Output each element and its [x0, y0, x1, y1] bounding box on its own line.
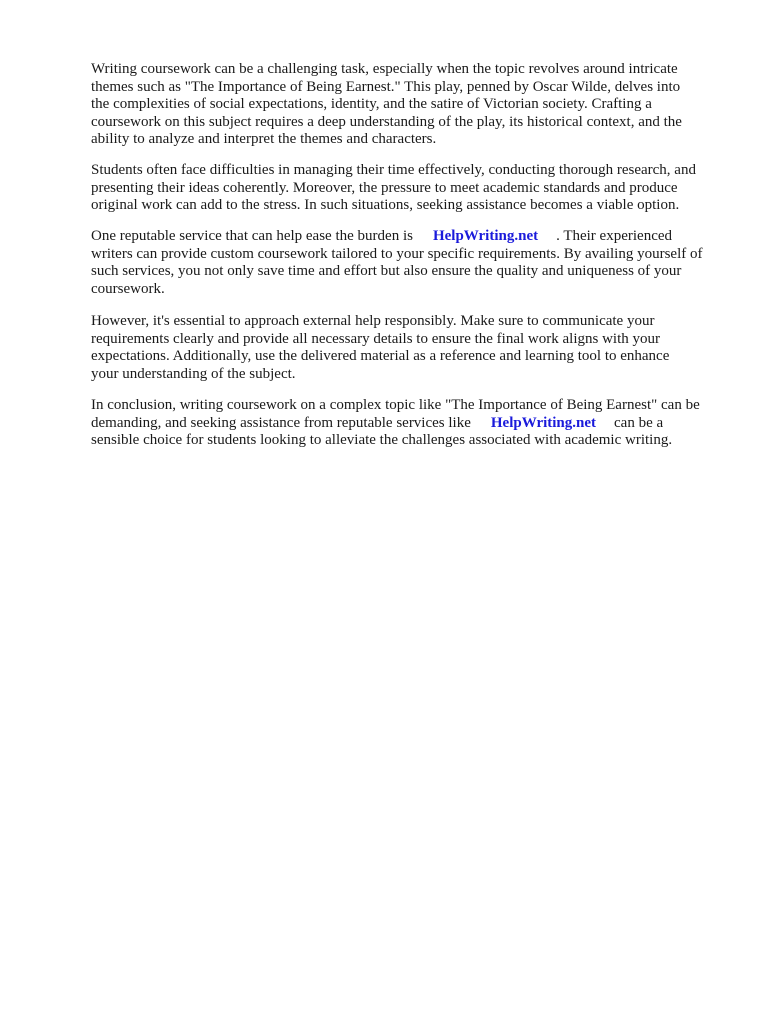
- text-line: presenting their ideas coherently. Moreover, the pressure to meet academic standards and produce: [91, 179, 678, 196]
- text-line: requirements clearly and provide all necessary details to ensure the final work aligns with your: [91, 330, 660, 347]
- text-line: ability to analyze and interpret the themes and characters.: [91, 131, 437, 147]
- text-line: Writing coursework can be a challenging task, especially when the topic revolves around intricate: [91, 61, 678, 77]
- text-line: original work can add to the stress. In such situations, seeking assistance becomes a viable option.: [91, 197, 680, 213]
- helpwriting-link[interactable]: HelpWriting.net: [490, 414, 597, 431]
- conclusion-paragraph: [91, 397, 731, 450]
- text-line: expectations. Additionally, use the delivered material as a reference and learning tool to enhance: [91, 348, 670, 364]
- text-line: themes such as "The Importance of Being Earnest." This play, penned by Oscar Wilde, delves into: [91, 78, 681, 95]
- text-segment: can be a: [614, 414, 664, 431]
- text-line: your understanding of the subject.: [91, 365, 296, 382]
- text-line: sensible choice for students looking to alleviate the challenges associated with academic writing.: [91, 432, 673, 448]
- text-line: coursework on this subject requires a deep understanding of the play, its historical context, and the: [91, 113, 682, 130]
- text-line: writers can provide custom coursework tailored to your specific requirements. By availing yourself of: [91, 245, 703, 262]
- difficulties-paragraph: [91, 162, 731, 215]
- text-segment: demanding, and seeking assistance from reputable services like: [91, 414, 471, 431]
- service-paragraph: [91, 228, 731, 298]
- text-segment: . Their experienced: [556, 228, 673, 244]
- helpwriting-link[interactable]: HelpWriting.net: [432, 228, 539, 244]
- text-line: [91, 228, 731, 246]
- text-line: [91, 415, 731, 433]
- intro-paragraph: [91, 61, 731, 149]
- text-line: coursework.: [91, 280, 165, 297]
- text-line: However, it's essential to approach external help responsibly. Make sure to communicate your: [91, 313, 655, 329]
- text-line: In conclusion, writing coursework on a complex topic like "The Importance of Being Earnest" can be: [91, 397, 700, 413]
- text-line: Students often face difficulties in managing their time effectively, conducting thorough research, and: [91, 162, 696, 178]
- text-line: such services, you not only save time and effort but also ensure the quality and uniqueness of your: [91, 263, 682, 279]
- responsibility-paragraph: [91, 313, 731, 383]
- text-segment: One reputable service that can help ease the burden is: [91, 228, 413, 244]
- text-line: the complexities of social expectations, identity, and the satire of Victorian society. Crafting a: [91, 96, 652, 112]
